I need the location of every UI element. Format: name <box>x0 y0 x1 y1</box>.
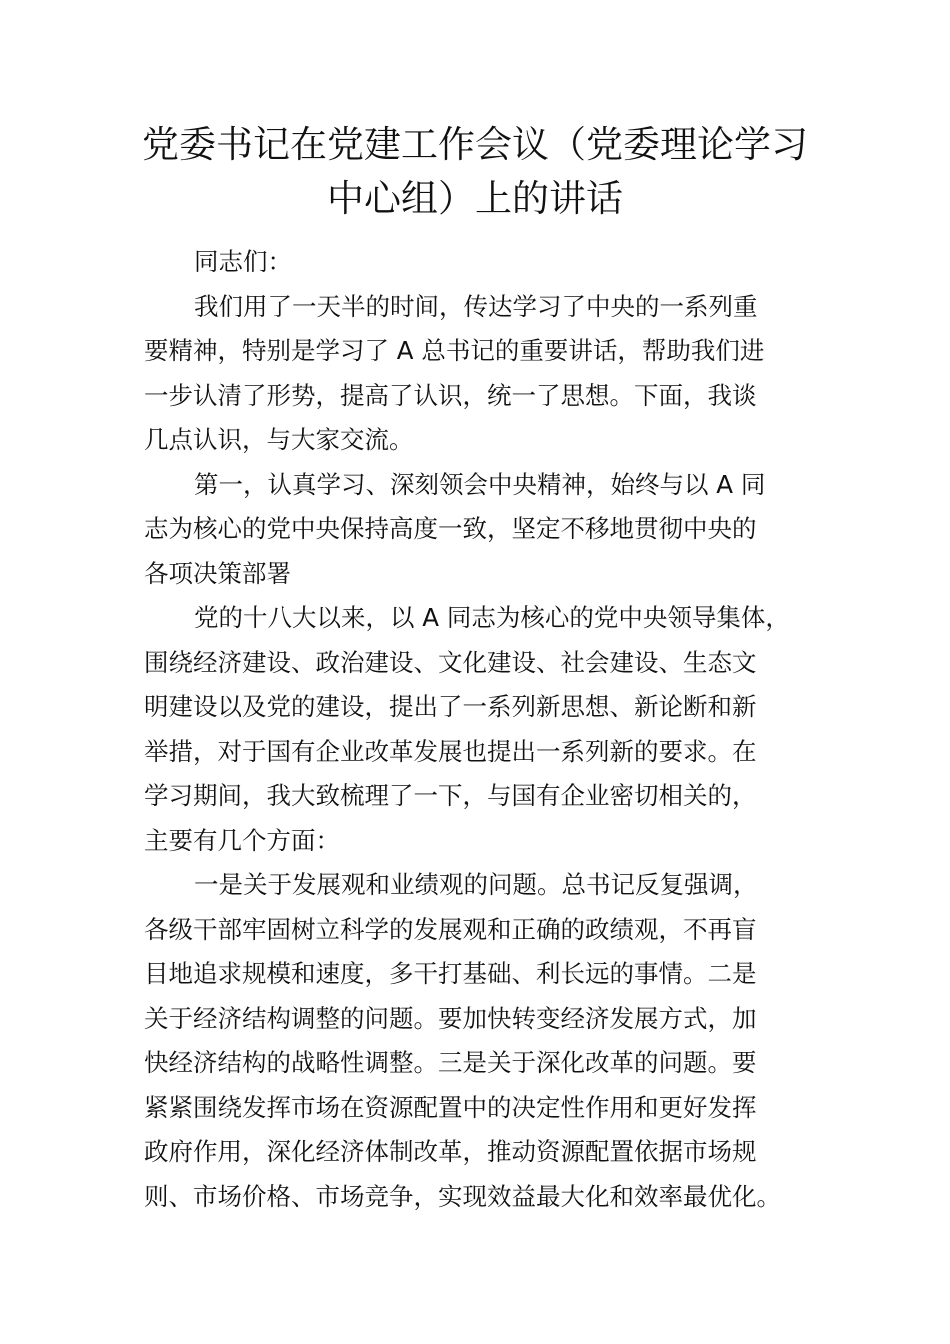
text-line: 学习期间，我大致梳理了一下，与国有企业密切相关的， <box>144 781 757 810</box>
text-line: 关于经济结构调整的问题。要加快转变经济发展方式，加 <box>144 1003 757 1033</box>
text-line: 各级干部牢固树立科学的发展观和正确的政绩观，不再盲 <box>144 914 757 944</box>
document-title <box>140 118 810 226</box>
text-line: 围绕经济建设、政治建设、文化建设、社会建设、生态文 <box>144 647 757 677</box>
text-line: 目地追求规模和速度，多干打基础、利长远的事情。二是 <box>144 959 757 988</box>
text-line: 则、市场价格、市场竞争，实现效益最大化和效率最优化。 <box>144 1181 781 1211</box>
text-line: 几点认识，与大家交流。 <box>144 425 414 454</box>
text-line: 一是关于发展观和业绩观的问题。总书记反复强调， <box>194 870 758 899</box>
text-line: 快经济结构的战略性调整。三是关于深化改革的问题。要 <box>144 1048 757 1077</box>
document-body <box>144 240 804 1219</box>
title-line-2: 中心组）上的讲话 <box>327 177 623 220</box>
text-line: 党的十八大以来，以 A 同志为核心的党中央领导集体， <box>194 603 790 632</box>
text-line: 要精神，特别是学习了 A 总书记的重要讲话，帮助我们进 <box>144 336 765 365</box>
text-line: 志为核心的党中央保持高度一致，坚定不移地贯彻中央的 <box>144 514 757 543</box>
text-line: 政府作用，深化经济体制改革，推动资源配置依据市场规 <box>144 1137 757 1166</box>
text-line: 同志们： <box>194 247 292 276</box>
text-line: 我们用了一天半的时间，传达学习了中央的一系列重 <box>194 291 758 321</box>
text-line: 明建设以及党的建设，提出了一系列新思想、新论断和新 <box>144 692 757 721</box>
text-line: 一步认清了形势，提高了认识，统一了思想。下面，我谈 <box>144 380 757 410</box>
text-line: 举措，对于国有企业改革发展也提出一系列新的要求。在 <box>144 736 757 766</box>
text-line: 各项决策部署 <box>144 558 291 588</box>
text-line: 主要有几个方面： <box>144 825 340 855</box>
text-line: 第一，认真学习、深刻领会中央精神，始终与以 A 同 <box>194 469 766 499</box>
text-line: 紧紧围绕发挥市场在资源配置中的决定性作用和更好发挥 <box>144 1092 757 1122</box>
title-line-1: 党委书记在党建工作会议（党委理论学习 <box>142 123 808 166</box>
